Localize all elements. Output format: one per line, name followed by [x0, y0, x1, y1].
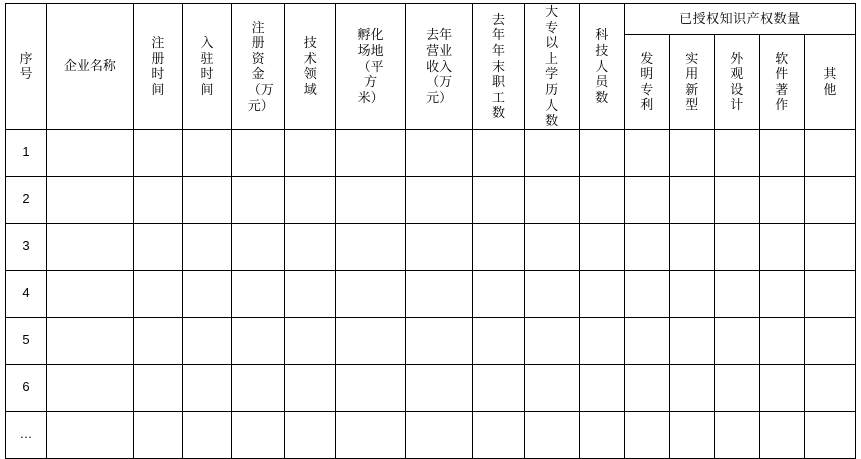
cell-company-name[interactable]	[46, 364, 133, 411]
cell-reg-time[interactable]	[133, 364, 182, 411]
row-index-cell: 1	[6, 129, 47, 176]
cell-settle-time[interactable]	[182, 270, 231, 317]
cell-invention-patent[interactable]	[624, 129, 669, 176]
cell-sci-tech-staff[interactable]	[579, 364, 624, 411]
row-index-cell: 6	[6, 364, 47, 411]
table-row[interactable]	[6, 364, 856, 411]
cell-other[interactable]	[804, 176, 855, 223]
cell-utility-model[interactable]	[669, 411, 714, 458]
table-row[interactable]	[6, 270, 856, 317]
cell-tech-field[interactable]	[285, 411, 336, 458]
row-index-cell: 3	[6, 223, 47, 270]
cell-design-patent[interactable]	[714, 129, 759, 176]
cell-other[interactable]	[804, 129, 855, 176]
cell-design-patent[interactable]	[714, 270, 759, 317]
cell-incubation-area[interactable]	[336, 129, 406, 176]
cell-invention-patent[interactable]	[624, 176, 669, 223]
cell-other[interactable]	[804, 364, 855, 411]
cell-design-patent[interactable]	[714, 176, 759, 223]
cell-settle-time[interactable]	[182, 364, 231, 411]
cell-reg-capital[interactable]	[232, 176, 285, 223]
table-row[interactable]	[6, 223, 856, 270]
cell-tech-field[interactable]	[285, 270, 336, 317]
cell-incubation-area[interactable]	[336, 411, 406, 458]
cell-settle-time[interactable]	[182, 317, 231, 364]
column-header-sci-tech-staff: 科技人员数	[579, 4, 624, 130]
cell-last-year-revenue[interactable]	[405, 411, 473, 458]
column-header-reg-capital: 注册资金（万元）	[232, 4, 285, 130]
column-header-design-patent: 外观设计	[714, 35, 759, 130]
cell-tech-field[interactable]	[285, 129, 336, 176]
cell-tech-field[interactable]	[285, 364, 336, 411]
cell-college-plus[interactable]	[524, 129, 579, 176]
cell-other[interactable]	[804, 223, 855, 270]
cell-last-year-revenue[interactable]	[405, 364, 473, 411]
cell-incubation-area[interactable]	[336, 270, 406, 317]
cell-college-plus[interactable]	[524, 317, 579, 364]
cell-last-year-revenue[interactable]	[405, 317, 473, 364]
cell-incubation-area[interactable]	[336, 223, 406, 270]
column-header-tech-field: 技术领域	[285, 4, 336, 130]
cell-invention-patent[interactable]	[624, 364, 669, 411]
cell-last-year-end-staff[interactable]	[473, 317, 524, 364]
enterprise-info-table	[5, 3, 856, 459]
cell-tech-field[interactable]	[285, 223, 336, 270]
row-index-cell: …	[6, 411, 47, 458]
cell-reg-time[interactable]	[133, 270, 182, 317]
column-header-utility-model: 实用新型	[669, 35, 714, 130]
cell-company-name[interactable]	[46, 270, 133, 317]
cell-company-name[interactable]	[46, 317, 133, 364]
cell-sci-tech-staff[interactable]	[579, 317, 624, 364]
cell-other[interactable]	[804, 317, 855, 364]
column-header-college-plus: 大专以上学历人数	[524, 4, 579, 130]
cell-company-name[interactable]	[46, 129, 133, 176]
cell-company-name[interactable]	[46, 223, 133, 270]
cell-settle-time[interactable]	[182, 411, 231, 458]
cell-last-year-revenue[interactable]	[405, 129, 473, 176]
cell-last-year-end-staff[interactable]	[473, 270, 524, 317]
cell-sci-tech-staff[interactable]	[579, 129, 624, 176]
cell-software-copyright[interactable]	[759, 317, 804, 364]
cell-settle-time[interactable]	[182, 129, 231, 176]
cell-other[interactable]	[804, 270, 855, 317]
column-header-last-year-revenue: 去年营业收入（万元）	[405, 4, 473, 130]
cell-college-plus[interactable]	[524, 364, 579, 411]
cell-utility-model[interactable]	[669, 364, 714, 411]
cell-last-year-revenue[interactable]	[405, 223, 473, 270]
cell-last-year-end-staff[interactable]	[473, 129, 524, 176]
cell-last-year-revenue[interactable]	[405, 176, 473, 223]
cell-settle-time[interactable]	[182, 223, 231, 270]
cell-invention-patent[interactable]	[624, 411, 669, 458]
cell-college-plus[interactable]	[524, 270, 579, 317]
cell-software-copyright[interactable]	[759, 270, 804, 317]
table-row[interactable]	[6, 411, 856, 458]
cell-tech-field[interactable]	[285, 176, 336, 223]
cell-last-year-end-staff[interactable]	[473, 176, 524, 223]
column-header-invention-patent: 发明专利	[624, 35, 669, 130]
cell-design-patent[interactable]	[714, 317, 759, 364]
cell-software-copyright[interactable]	[759, 411, 804, 458]
cell-college-plus[interactable]	[524, 176, 579, 223]
cell-college-plus[interactable]	[524, 223, 579, 270]
table-row[interactable]	[6, 129, 856, 176]
table-header-row-1	[6, 4, 856, 35]
cell-company-name[interactable]	[46, 176, 133, 223]
cell-reg-time[interactable]	[133, 176, 182, 223]
cell-incubation-area[interactable]	[336, 176, 406, 223]
cell-reg-capital[interactable]	[232, 364, 285, 411]
cell-incubation-area[interactable]	[336, 317, 406, 364]
cell-design-patent[interactable]	[714, 411, 759, 458]
cell-incubation-area[interactable]	[336, 364, 406, 411]
cell-reg-capital[interactable]	[232, 411, 285, 458]
cell-design-patent[interactable]	[714, 223, 759, 270]
cell-tech-field[interactable]	[285, 317, 336, 364]
cell-settle-time[interactable]	[182, 176, 231, 223]
cell-last-year-end-staff[interactable]	[473, 411, 524, 458]
cell-software-copyright[interactable]	[759, 223, 804, 270]
cell-company-name[interactable]	[46, 411, 133, 458]
cell-reg-time[interactable]	[133, 317, 182, 364]
column-header-other: 其他	[804, 35, 855, 130]
column-header-settle-time: 入驻时间	[182, 4, 231, 130]
column-header-company-name: 企业名称	[46, 4, 133, 130]
cell-last-year-revenue[interactable]	[405, 270, 473, 317]
cell-reg-capital[interactable]	[232, 223, 285, 270]
cell-reg-time[interactable]	[133, 411, 182, 458]
cell-college-plus[interactable]	[524, 411, 579, 458]
cell-sci-tech-staff[interactable]	[579, 223, 624, 270]
row-index-cell: 4	[6, 270, 47, 317]
cell-utility-model[interactable]	[669, 270, 714, 317]
cell-software-copyright[interactable]	[759, 129, 804, 176]
cell-invention-patent[interactable]	[624, 317, 669, 364]
cell-reg-capital[interactable]	[232, 317, 285, 364]
cell-utility-model[interactable]	[669, 129, 714, 176]
cell-reg-time[interactable]	[133, 129, 182, 176]
cell-other[interactable]	[804, 411, 855, 458]
cell-software-copyright[interactable]	[759, 176, 804, 223]
form-sheet	[0, 3, 861, 457]
cell-reg-time[interactable]	[133, 223, 182, 270]
cell-sci-tech-staff[interactable]	[579, 270, 624, 317]
cell-sci-tech-staff[interactable]	[579, 176, 624, 223]
table-row[interactable]	[6, 176, 856, 223]
cell-utility-model[interactable]	[669, 223, 714, 270]
cell-utility-model[interactable]	[669, 317, 714, 364]
cell-software-copyright[interactable]	[759, 364, 804, 411]
cell-design-patent[interactable]	[714, 364, 759, 411]
cell-utility-model[interactable]	[669, 176, 714, 223]
table-body	[6, 129, 856, 458]
column-group-header-ipr: 已授权知识产权数量	[624, 4, 855, 35]
cell-last-year-end-staff[interactable]	[473, 364, 524, 411]
cell-sci-tech-staff[interactable]	[579, 411, 624, 458]
column-header-seq: 序号	[6, 4, 47, 130]
cell-invention-patent[interactable]	[624, 270, 669, 317]
row-index-cell: 2	[6, 176, 47, 223]
column-header-incubation-area: 孵化场地（平方米）	[336, 4, 406, 130]
table-row[interactable]	[6, 317, 856, 364]
column-header-reg-time: 注册时间	[133, 4, 182, 130]
cell-invention-patent[interactable]	[624, 223, 669, 270]
column-header-software-copyright: 软件著作	[759, 35, 804, 130]
cell-reg-capital[interactable]	[232, 129, 285, 176]
column-header-last-year-end-staff: 去年年末职工数	[473, 4, 524, 130]
cell-last-year-end-staff[interactable]	[473, 223, 524, 270]
cell-reg-capital[interactable]	[232, 270, 285, 317]
row-index-cell: 5	[6, 317, 47, 364]
